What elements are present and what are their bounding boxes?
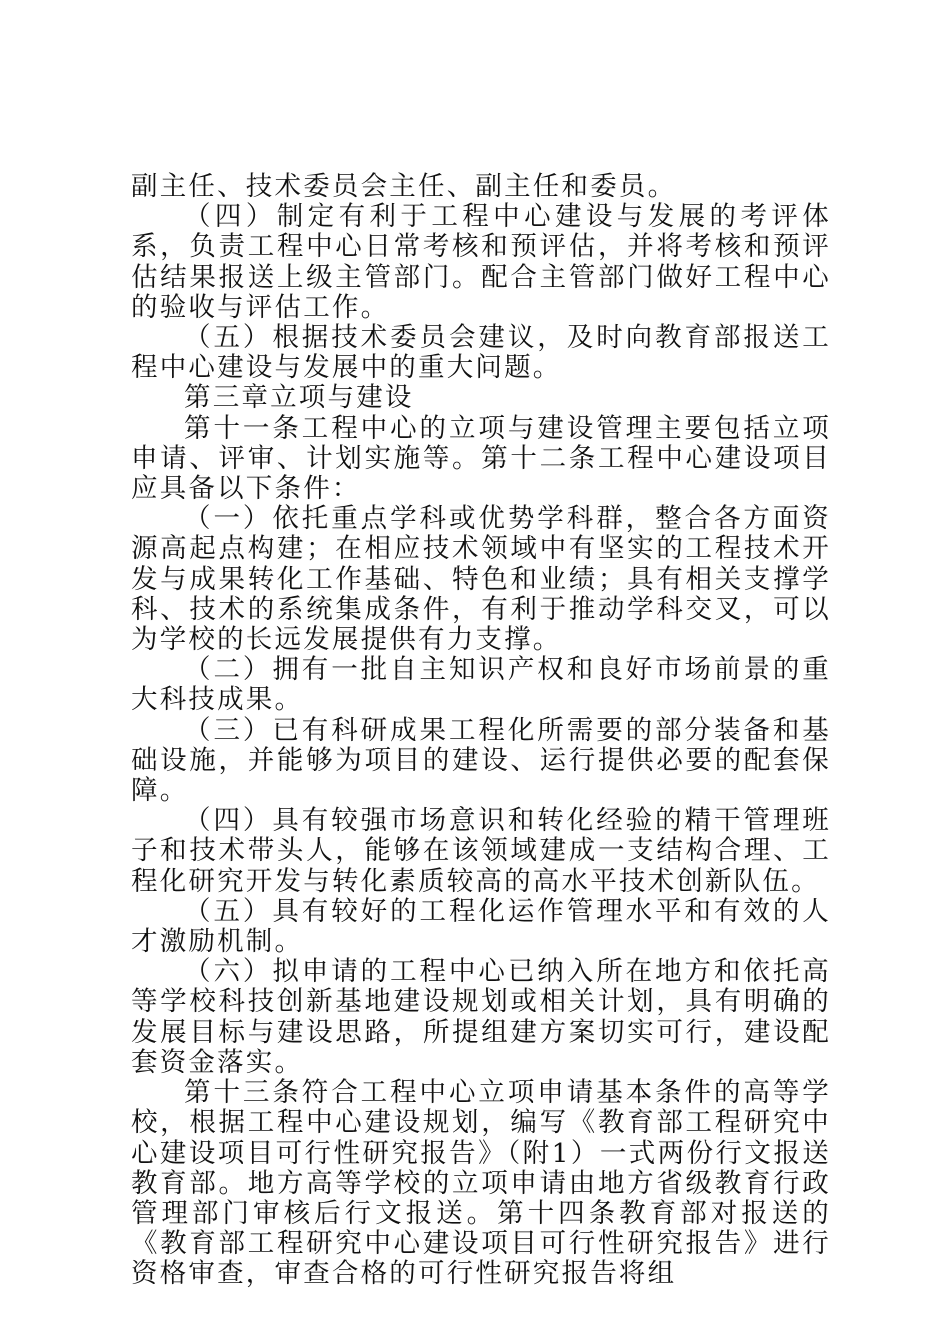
chapter-heading: 第三章立项与建设 bbox=[184, 382, 414, 414]
paragraph-11: （六）拟申请的工程中心已纳入所在地方和依托高等学校科技创新基地建设规划或相关计划，具有明确的发展目标与建设思路，所提组建方案切实可行，建设配套资金落实。 bbox=[131, 956, 831, 1078]
paragraph-7: （二）拥有一批自主知识产权和良好市场前景的重大科技成果。 bbox=[131, 654, 831, 716]
paragraph-3: （五）根据技术委员会建议，及时向教育部报送工程中心建设与发展中的重大问题。 bbox=[131, 322, 831, 384]
paragraph-12: 第十三条符合工程中心立项申请基本条件的高等学校，根据工程中心建设规划，编写《教育部工程研究中心建设项目可行性研究报告》（附1）一式两份行文报送教育部。地方高等学校的立项申请由地方省级教育行政管理部门审核后行文报送。第十四条教育部对报送的《教育部工程研究中心建设项目可行性研究报告》进行资格审查，审查合格的可行性研究报告将组 bbox=[131, 1077, 831, 1290]
paragraph-9: （四）具有较强市场意识和转化经验的精干管理班子和技术带头人，能够在该领域建成一支结构合理、工程化研究开发与转化素质较高的高水平技术创新队伍。 bbox=[131, 805, 831, 897]
paragraph-2: （四）制定有利于工程中心建设与发展的考评体系，负责工程中心日常考核和预评估，并将考核和预评估结果报送上级主管部门。配合主管部门做好工程中心的验收与评估工作。 bbox=[131, 201, 831, 323]
paragraph-1: 副主任、技术委员会主任、副主任和委员。 bbox=[131, 171, 677, 202]
paragraph-6: （一）依托重点学科或优势学科群，整合各方面资源高起点构建；在相应技术领域中有坚实的工程技术开发与成果转化工作基础、特色和业绩；具有相关支撑学科、技术的系统集成条件，有利于推动学科交叉，可以为学校的长远发展提供有力支撑。 bbox=[131, 503, 831, 656]
paragraph-5: 第十一条工程中心的立项与建设管理主要包括立项申请、评审、计划实施等。第十二条工程中心建设项目应具备以下条件： bbox=[131, 412, 831, 505]
paragraph-8: （三）已有科研成果工程化所需要的部分装备和基础设施，并能够为项目的建设、运行提供必要的配套保障。 bbox=[131, 714, 831, 807]
document-body bbox=[131, 172, 831, 1290]
paragraph-10: （五）具有较好的工程化运作管理水平和有效的人才激励机制。 bbox=[131, 895, 831, 958]
